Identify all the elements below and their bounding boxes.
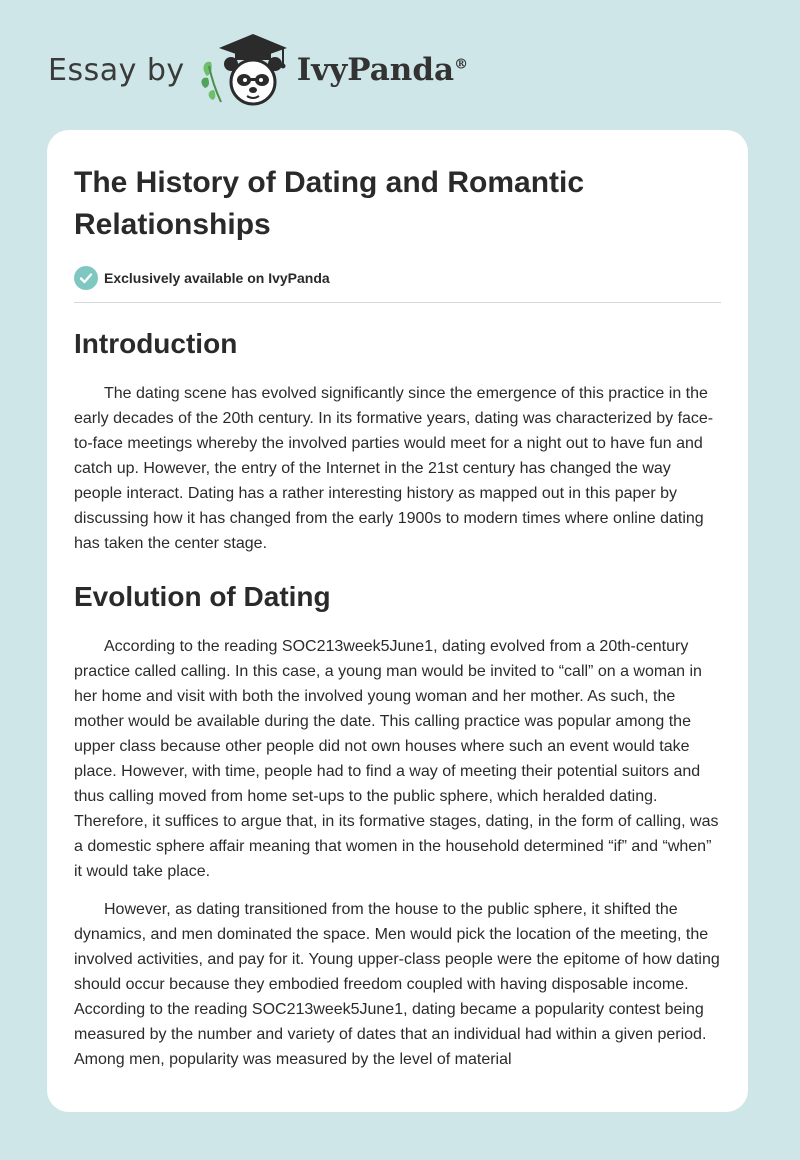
paragraph: However, as dating transitioned from the house to the public sphere, it shifted the dynamics, and men dominated the space. Men would pick the location of the meeting, the involved activities, and pay for it. Young upper-class people were the epitome of how dating should occur because they embodied freedom coupled with having disposable income. According to the reading SOC213week5June1, dating became a popularity contest being measured by the number and variety of dates that an individual had within a given period. Among men, popularity was measured by the level of material	[74, 901, 720, 1068]
exclusive-badge-text: Exclusively available on IvyPanda	[104, 270, 330, 286]
essay-card	[47, 130, 748, 1112]
ivypanda-logo[interactable]	[199, 30, 468, 110]
section-heading-introduction: Introduction	[74, 328, 238, 359]
checkmark-icon	[74, 266, 98, 290]
section-heading-evolution-of-dating: Evolution of Dating	[74, 581, 331, 612]
registered-mark: ®	[454, 56, 469, 73]
essay-title: The History of Dating and Romantic Relationships	[74, 166, 585, 241]
paragraph: The dating scene has evolved significantly since the emergence of this practice in the early decades of the 20th century. In its formative years, dating was characterized by face-to-face meetings whereby the involved parties would meet for a night out to have fun and catch up. However, the entry of the Internet in the 21st century has changed the way people interact. Dating has a rather interesting history as mapped out in this paper by discussing how it has changed from the early 1900s to modern times where online dating has taken the center stage.	[74, 385, 714, 552]
exclusive-badge	[74, 266, 721, 303]
brand-name: IvyPanda®	[296, 52, 469, 88]
essay-by-label: Essay by	[48, 52, 185, 88]
site-header	[48, 30, 468, 110]
paragraph: According to the reading SOC213week5June1, dating evolved from a 20th-century practice called calling. In this case, a young man would be invited to “call” on a woman in her home and visit with both the involved young woman and her mother. As such, the mother would be available during the date. This calling practice was popular among the upper class because other people did not own houses where such an event would take place. However, with time, people had to find a way of meeting their potential suitors and thus calling moved from home set-ups to the public sphere, which heralded dating. Therefore, it suffices to argue that, in its formative stages, dating, in the form of calling, was a domestic sphere affair meaning that women in the household determined “if” and “when” it would take place.	[74, 638, 719, 880]
panda-graduate-logo-icon	[199, 30, 291, 110]
